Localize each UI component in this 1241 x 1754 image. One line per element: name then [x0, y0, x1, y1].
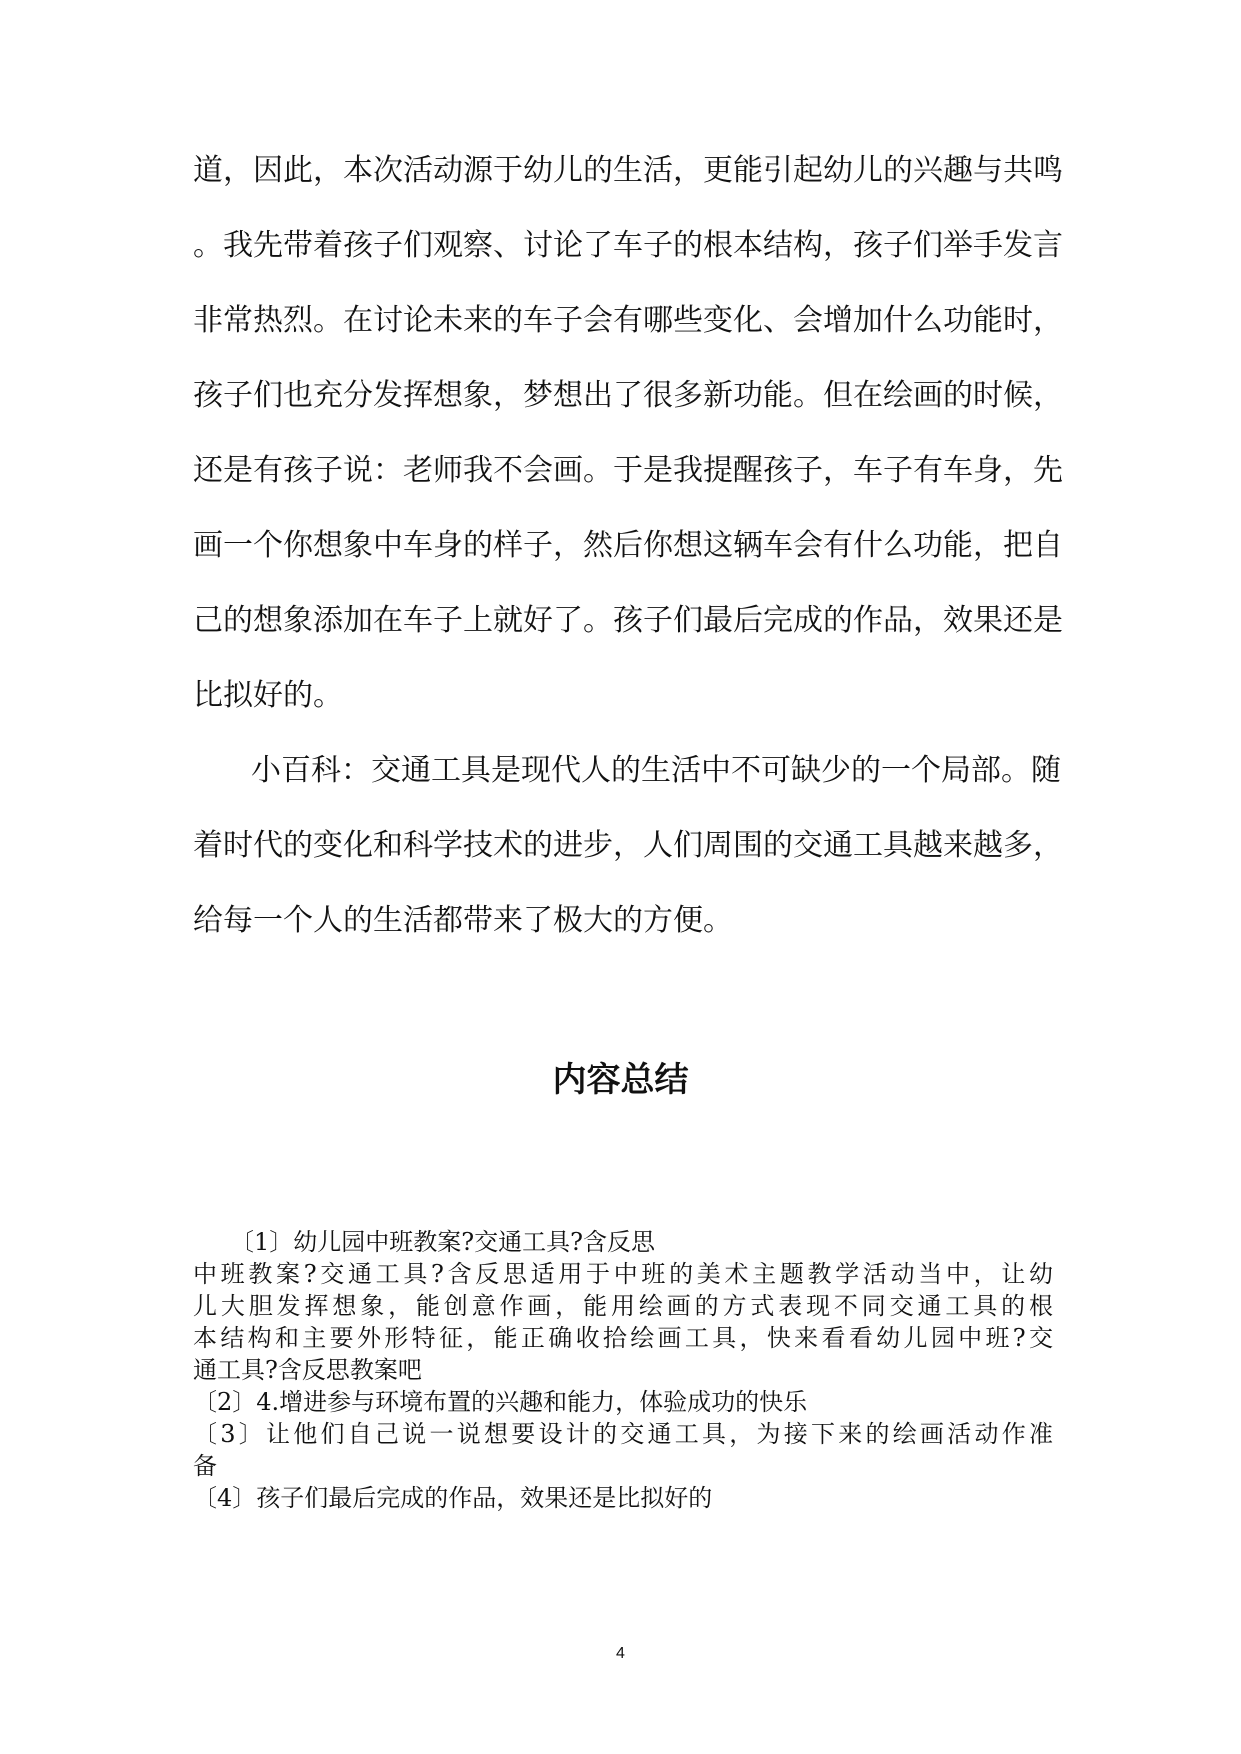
summary-line-6: 〔2〕4.增进参与环境布置的兴趣和能力，体验成功的快乐 [193, 1388, 808, 1416]
summary-line-8: 备 [193, 1452, 217, 1480]
body-paragraph-2-line-2: 着时代的变化和科学技术的进步，人们周围的交通工具越来越多， [193, 828, 1063, 863]
summary-line-5: 通工具?含反思教案吧 [193, 1356, 422, 1384]
summary-title: 内容总结 [552, 1060, 689, 1100]
body-paragraph-1-line-5: 还是有孩子说：老师我不会画。于是我提醒孩子，车子有车身，先 [193, 453, 1063, 488]
summary-line-1: 〔1〕幼儿园中班教案?交通工具?含反思 [230, 1228, 656, 1256]
body-paragraph-1-line-6: 画一个你想象中车身的样子，然后你想这辆车会有什么功能，把自 [193, 528, 1063, 563]
summary-line-2: 中班教案?交通工具?含反思适用于中班的美术主题教学活动当中，让幼 [193, 1260, 1053, 1288]
summary-line-3: 儿大胆发挥想象，能创意作画，能用绘画的方式表现不同交通工具的根 [193, 1292, 1053, 1320]
body-paragraph-1-line-7: 己的想象添加在车子上就好了。孩子们最后完成的作品，效果还是 [193, 603, 1063, 638]
body-paragraph-1-line-8: 比拟好的。 [193, 678, 343, 713]
summary-line-9: 〔4〕孩子们最后完成的作品，效果还是比拟好的 [193, 1484, 713, 1512]
page-number: 4 [616, 1645, 625, 1662]
body-paragraph-1-line-3: 非常热烈。在讨论未来的车子会有哪些变化、会增加什么功能时， [193, 303, 1063, 338]
summary-line-7: 〔3〕让他们自己说一说想要设计的交通工具，为接下来的绘画活动作准 [193, 1420, 1053, 1448]
body-paragraph-2-line-3: 给每一个人的生活都带来了极大的方便。 [193, 903, 733, 938]
body-paragraph-1-line-2: 。我先带着孩子们观察、讨论了车子的根本结构，孩子们举手发言 [193, 228, 1063, 263]
body-paragraph-2-line-1: 小百科：交通工具是现代人的生活中不可缺少的一个局部。随 [251, 753, 1061, 788]
summary-line-4: 本结构和主要外形特征，能正确收拾绘画工具，快来看看幼儿园中班?交 [193, 1324, 1053, 1352]
body-paragraph-1-line-4: 孩子们也充分发挥想象，梦想出了很多新功能。但在绘画的时候， [193, 378, 1063, 413]
body-paragraph-1-line-1: 道，因此，本次活动源于幼儿的生活，更能引起幼儿的兴趣与共鸣 [193, 153, 1063, 188]
